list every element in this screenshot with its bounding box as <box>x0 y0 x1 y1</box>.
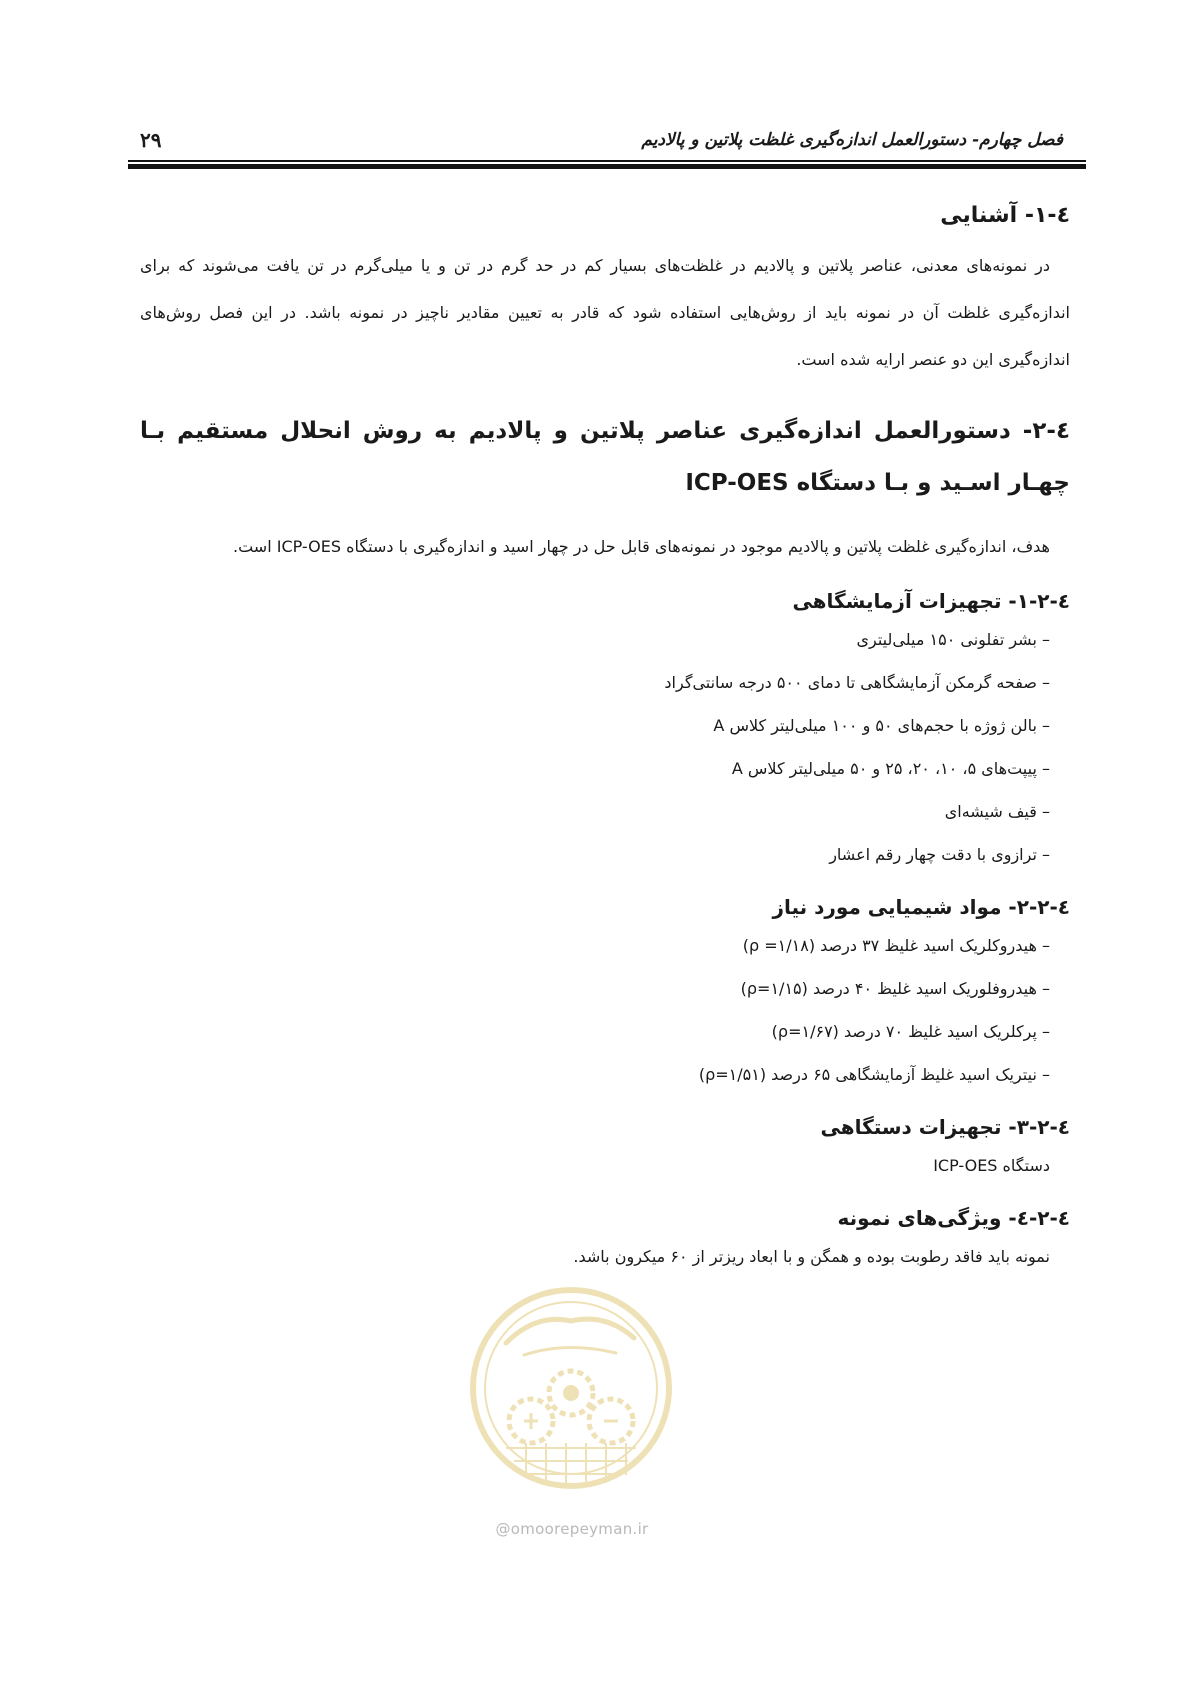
sample-text: نمونه باید فاقد رطوبت بوده و همگن و با ابعاد ریزتر از ۶۰ میکرون باشد. <box>573 1247 1050 1266</box>
page-body <box>140 196 1070 1278</box>
running-title: فصل چهارم- دستورالعمل اندازه‌گیری غلظت پلاتین و پالادیم <box>641 130 1063 150</box>
paragraph-intro: در نمونه‌های معدنی، عناصر پلاتین و پالادیم در غلظت‌های بسیار کم در حد گرم در تن و یا میلی‌گرم در تن یافت می‌شوند که برای اندازه‌گیری غلظت آن در نمونه باید از روش‌هایی استفاده شود که قادر به تعیین مقادیر ناچیز در نمونه باشد. در این فصل روش‌های اندازه‌گیری این دو عنصر ارایه شده است. <box>140 256 1070 369</box>
list-item: – قیف شیشه‌ای <box>140 790 1050 833</box>
list-item: – ترازوی با دقت چهار رقم اعشار <box>140 833 1050 876</box>
lab-equipment-list <box>140 618 1070 876</box>
heading-instrument: ٤-٢-٣- تجهیزات دستگاهی <box>820 1115 1070 1139</box>
paragraph-procedure: هدف، اندازه‌گیری غلظت پلاتین و پالادیم موجود در نمونه‌های قابل حل در چهار اسید و اندازه‌گیری با دستگاه ICP-OES است. <box>232 537 1050 556</box>
chemicals-list <box>140 924 1070 1096</box>
list-item: – صفحه گرمکن آزمایشگاهی تا دمای ۵۰۰ درجه سانتی‌گراد <box>140 661 1050 704</box>
heading-lab-equipment: ٤-٢-١- تجهیزات آزمایشگاهی <box>792 589 1070 613</box>
watermark-url: @omoorepeyman.ir <box>495 1520 649 1538</box>
list-item: – پرکلریک اسید غلیظ ۷۰ درصد (ρ=۱/۶۷) <box>140 1010 1050 1053</box>
heading-sample: ٤-٢-٤- ویژگی‌های نمونه <box>837 1206 1070 1230</box>
list-item: – هیدروکلریک اسید غلیظ ۳۷ درصد (ρ =۱/۱۸) <box>140 924 1050 967</box>
list-item: – نیتریک اسید غلیظ آزمایشگاهی ۶۵ درصد (ρ=۱/۵۱) <box>140 1053 1050 1096</box>
heading-procedure: ٤-٢- دستورالعمل اندازه‌گیری عناصر پلاتین و پالادیم به روش انحلال مستقیم بـا چهـار اسـید و بـا دستگاه ICP-OES <box>140 418 1070 496</box>
page-number: ۲۹ <box>140 128 162 152</box>
heading-intro: ٤-١- آشنایی <box>940 203 1070 228</box>
instrument-text: دستگاه ICP-OES <box>933 1156 1050 1175</box>
watermark-logo <box>466 1283 676 1493</box>
list-item: – پیپت‌های ۵، ۱۰، ۲۰، ۲۵ و ۵۰ میلی‌لیتر کلاس A <box>140 747 1050 790</box>
list-item: – بالن ژوژه با حجم‌های ۵۰ و ۱۰۰ میلی‌لیتر کلاس A <box>140 704 1050 747</box>
heading-chemicals: ٤-٢-٢- مواد شیمیایی مورد نیاز <box>772 895 1070 919</box>
header-rule-thick <box>128 164 1086 169</box>
list-item: – هیدروفلوریک اسید غلیظ ۴۰ درصد (ρ=۱/۱۵) <box>140 967 1050 1010</box>
header-rule-thin <box>128 160 1086 162</box>
list-item: – بشر تفلونی ۱۵۰ میلی‌لیتری <box>140 618 1050 661</box>
